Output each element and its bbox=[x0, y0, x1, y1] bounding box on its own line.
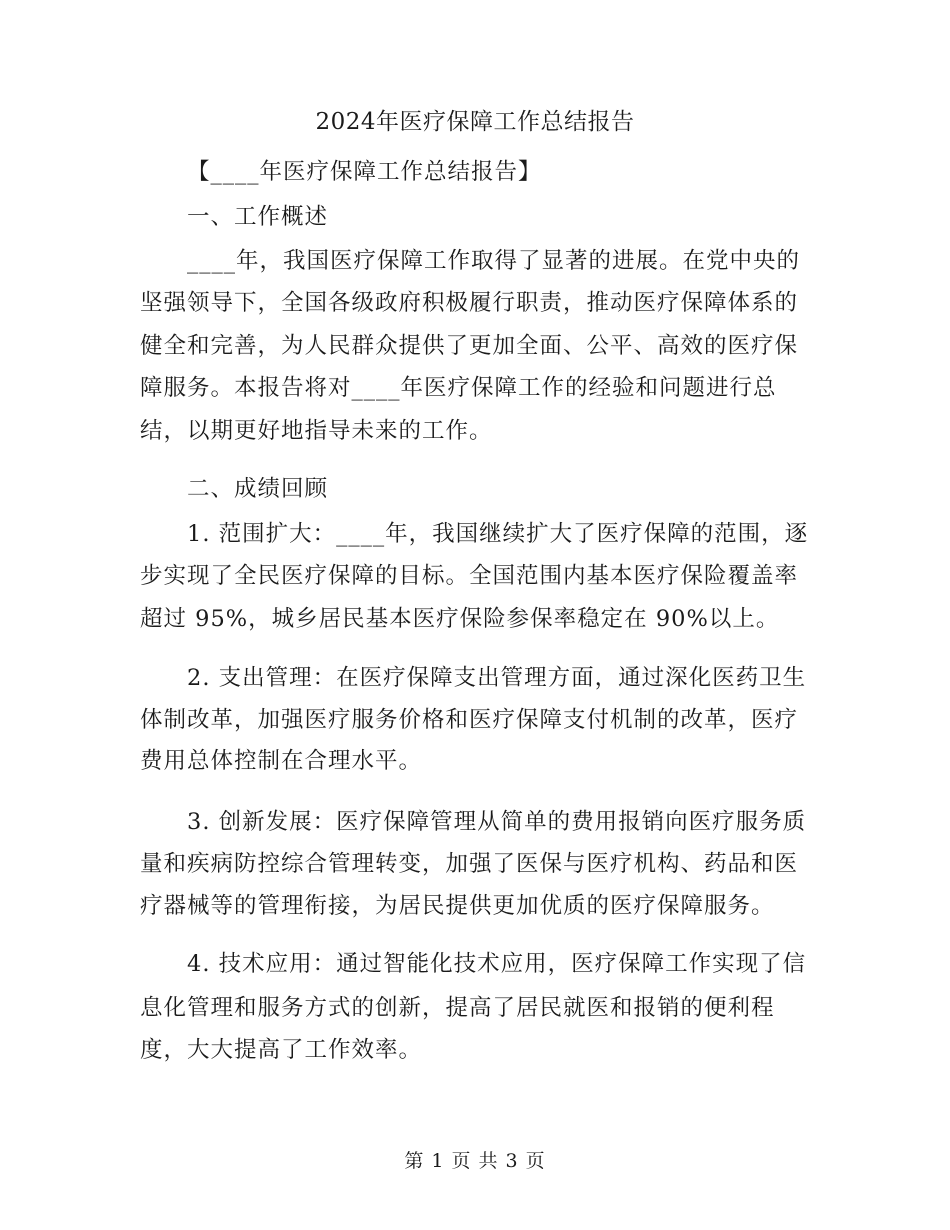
document-title: 2024年医疗保障工作总结报告 bbox=[315, 109, 635, 135]
paragraph-line: 费用总体控制在合理水平。 bbox=[140, 748, 423, 774]
paragraph-line: 3. 创新发展：医疗保障管理从简单的费用报销向医疗服务质 bbox=[187, 809, 807, 835]
section-heading-achievements: 二、成绩回顾 bbox=[187, 476, 329, 502]
page-number-footer: 第 1 页 共 3 页 bbox=[404, 1150, 546, 1172]
paragraph-line: 步实现了全民医疗保障的目标。全国范围内基本医疗保险覆盖率 bbox=[140, 563, 799, 589]
paragraph-line: 超过 95%，城乡居民基本医疗保险参保率稳定在 90%以上。 bbox=[140, 606, 780, 632]
section-heading-overview: 一、工作概述 bbox=[187, 204, 329, 230]
paragraph-line: 障服务。本报告将对____年医疗保障工作的经验和问题进行总 bbox=[140, 375, 777, 401]
paragraph-line: 量和疾病防控综合管理转变，加强了医保与医疗机构、药品和医 bbox=[140, 851, 799, 877]
paragraph-line: ____年，我国医疗保障工作取得了显著的进展。在党中央的 bbox=[187, 248, 801, 274]
paragraph-line: 4. 技术应用：通过智能化技术应用，医疗保障工作实现了信 bbox=[187, 951, 807, 977]
paragraph-line: 疗器械等的管理衔接，为居民提供更加优质的医疗保障服务。 bbox=[140, 893, 775, 919]
paragraph-line: 2. 支出管理：在医疗保障支出管理方面，通过深化医药卫生 bbox=[187, 665, 807, 691]
paragraph-line: 1. 范围扩大：____年，我国继续扩大了医疗保障的范围，逐 bbox=[187, 521, 809, 547]
paragraph-line: 健全和完善，为人民群众提供了更加全面、公平、高效的医疗保 bbox=[140, 333, 799, 359]
paragraph-line: 息化管理和服务方式的创新，提高了居民就医和报销的便利程 bbox=[140, 995, 775, 1021]
paragraph-line: 坚强领导下，全国各级政府积极履行职责，推动医疗保障体系的 bbox=[140, 290, 799, 316]
document-subtitle: 【____年医疗保障工作总结报告】 bbox=[187, 159, 542, 185]
paragraph-line: 体制改革，加强医疗服务价格和医疗保障支付机制的改革，医疗 bbox=[140, 707, 799, 733]
paragraph-line: 结，以期更好地指导未来的工作。 bbox=[140, 418, 493, 444]
paragraph-line: 度，大大提高了工作效率。 bbox=[140, 1037, 423, 1063]
